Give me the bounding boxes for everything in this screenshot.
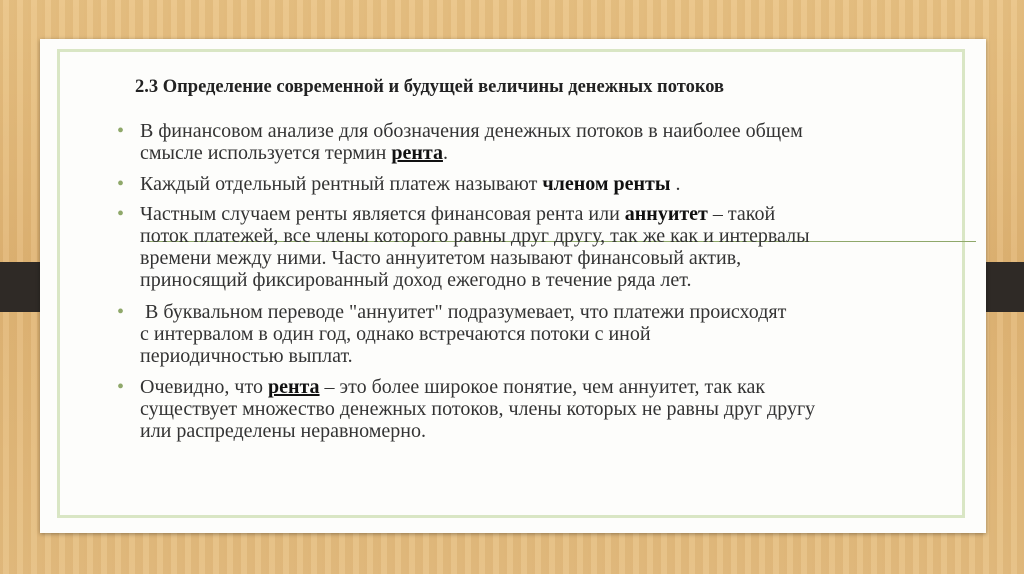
bullet-text: Каждый отдельный рентный платеж называют — [140, 173, 543, 195]
bullet-text: существует множество денежных потоков, члены которых не равны друг другу — [140, 398, 816, 420]
bullet-text: или распределены неравномерно. — [140, 420, 426, 442]
bullet-text: – это более широкое понятие, чем аннуитет, так как — [319, 376, 766, 398]
bullet-item-literal — [115, 301, 935, 367]
term-member: членом ренты — [542, 173, 671, 195]
bullet-text: В буквальном переводе "аннуитет" подразумевает, что платежи происходят — [140, 301, 787, 323]
slide-card — [40, 39, 986, 533]
bullet-item-annuity — [115, 203, 935, 291]
bullet-text: Очевидно, что — [140, 376, 268, 398]
bullet-text: – такой — [707, 203, 776, 225]
bullet-icon: • — [117, 120, 125, 142]
bullet-item-member — [115, 173, 935, 195]
bullet-text: поток платежей, все члены которого равны друг другу, так же как и интервалы — [140, 225, 810, 247]
term-rent: рента — [391, 142, 443, 164]
bullet-text: времени между ними. Часто аннуитетом называют финансовый актив, — [140, 247, 742, 269]
bullet-item-comparison — [115, 376, 935, 442]
bullet-text: смысле используется термин — [140, 142, 392, 164]
term-rent: рента — [267, 376, 320, 398]
bullet-icon: • — [117, 301, 125, 323]
slide-title: 2.3 Определение современной и будущей величины денежных потоков — [135, 77, 725, 97]
bullet-icon: • — [117, 203, 125, 225]
bullet-icon: • — [117, 173, 125, 195]
bullet-text: приносящий фиксированный доход ежегодно в течение ряда лет. — [140, 269, 692, 291]
bullet-text: Частным случаем ренты является финансовая рента или — [140, 203, 625, 225]
bullet-text: . — [442, 142, 448, 164]
bullet-icon: • — [117, 376, 125, 398]
bullet-list — [115, 120, 935, 442]
bullet-text: с интервалом в один год, однако встречаются потоки с иной — [140, 323, 651, 345]
bullet-text: В финансовом анализе для обозначения денежных потоков в наиболее общем — [140, 120, 803, 142]
bullet-item-rent-term — [115, 120, 935, 164]
bullet-text: периодичностью выплат. — [140, 345, 353, 367]
term-annuity: аннуитет — [624, 203, 708, 225]
bullet-text: . — [670, 173, 681, 195]
